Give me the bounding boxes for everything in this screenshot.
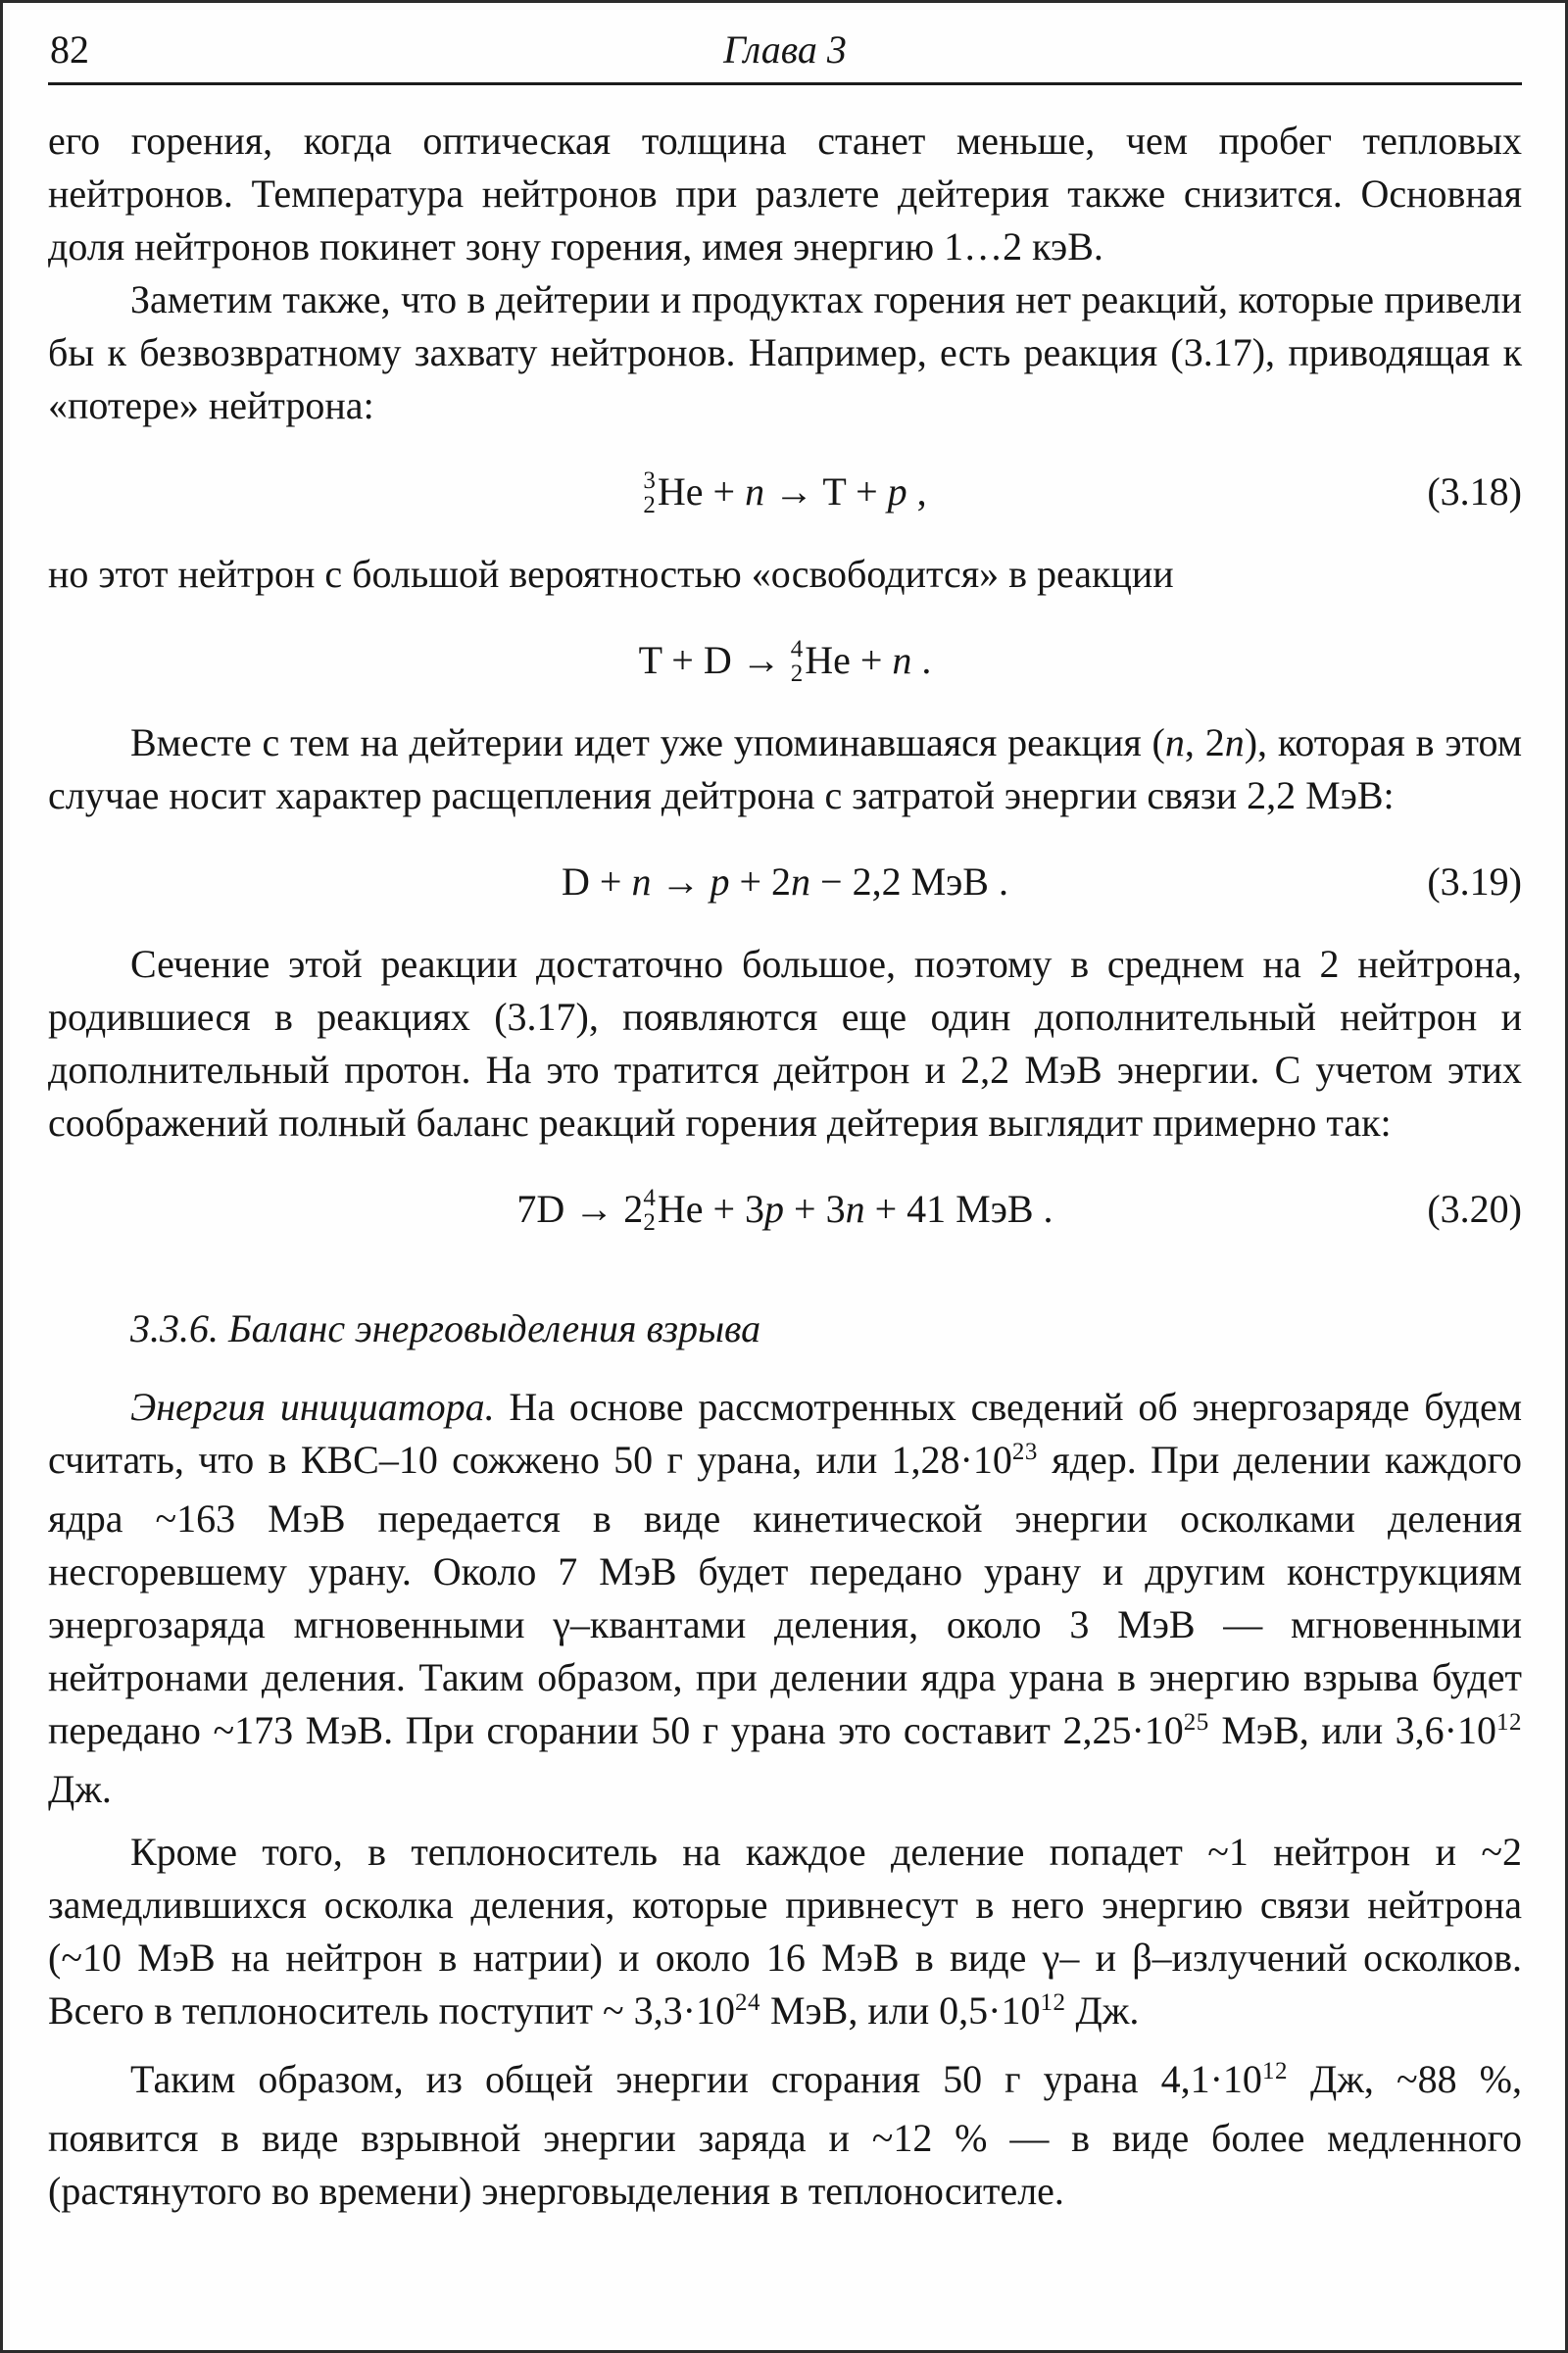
exponent: 24 <box>734 1989 760 2016</box>
subsection-heading: 3.3.6. Баланс энерговыделения взрыва <box>130 1306 761 1350</box>
equation-text: D + <box>562 859 632 904</box>
exponent: 23 <box>1011 1439 1038 1465</box>
equation-number: (3.19) <box>1427 859 1522 904</box>
equation-text: + <box>850 638 893 682</box>
paragraph-text: МэВ, или 0,5·10 <box>760 1988 1041 2033</box>
neutron-symbol: n <box>892 638 912 682</box>
paragraph-text: ), которая в этом случае носит характер расщепления дейтрона с затратой энергии связи 2,2 МэВ: <box>48 720 1523 817</box>
paragraph-lead-italic: Энергия инициатора. <box>130 1385 495 1429</box>
exponent: 12 <box>1261 2058 1288 2084</box>
exponent: 25 <box>1183 1709 1209 1736</box>
paragraph-text: Дж, ~88 %, появится в виде взрывной энергии заряда и ~12 % — в виде более медленного (растянутого во времени) энерговыделения в теплоносителе. <box>48 2057 1522 2213</box>
nuclide-scripts <box>643 468 656 517</box>
element-symbol: He <box>657 1187 704 1231</box>
paragraph-coolant-energy <box>48 1826 1522 2043</box>
paragraph-text: Таким образом, из общей энергии сгорания 50 г урана 4,1·10 <box>130 2057 1262 2101</box>
proton-symbol: p <box>764 1187 785 1231</box>
equation-formula <box>562 859 1008 904</box>
page-header <box>48 21 1522 82</box>
equation-text: . <box>911 638 932 682</box>
element-symbol: He <box>805 638 851 682</box>
equation-3-20 <box>48 1179 1522 1240</box>
mass-number: 4 <box>790 635 804 662</box>
helium-4-nuclide <box>790 635 851 687</box>
paragraph-neutron-capture: Заметим также, что в дейтерии и продуктах горения нет реакций, которые привели бы к безвозвратному захвату нейтронов. Например, есть реакция (3.17), приводящая к «потере» нейтрона: <box>48 277 1522 427</box>
helium-3-nuclide <box>643 466 704 518</box>
equation-text: + 3 <box>703 1187 765 1231</box>
charge-number: 2 <box>643 491 656 518</box>
equation-number: (3.20) <box>1427 1187 1522 1231</box>
paragraph-deuterium-balance: Сечение этой реакции достаточно большое, поэтому в среднем на 2 нейтрона, родившиеся в реакциях (3.17), появляются еще один дополнительный нейтрон и дополнительный протон. На это тратится дейтрон и 2,2 МэВ энергии. С учетом этих соображений полный баланс реакций горения дейтерия выглядит примерно так: <box>48 942 1522 1145</box>
equation-text: → T + <box>764 469 888 514</box>
neutron-symbol: n <box>631 859 652 904</box>
equation-td-fusion <box>48 630 1522 691</box>
paragraph-text: МэВ, или 3,6·10 <box>1208 1708 1496 1752</box>
charge-number: 2 <box>643 1208 656 1236</box>
equation-text: + 2 <box>729 859 792 904</box>
neutron-symbol: n <box>791 859 811 904</box>
proton-symbol: p <box>887 469 907 514</box>
helium-4-nuclide <box>643 1184 704 1236</box>
equation-3-18 <box>48 462 1522 522</box>
exponent: 12 <box>1496 1709 1522 1736</box>
neutron-symbol: n <box>845 1187 865 1231</box>
equation-formula <box>638 635 932 687</box>
neutron-symbol: n <box>1164 720 1185 764</box>
header-rule <box>48 82 1522 85</box>
equation-text: + <box>703 469 746 514</box>
exponent: 12 <box>1040 1989 1066 2016</box>
neutron-symbol: n <box>1224 720 1245 764</box>
paragraph-burning-continuation: его горения, когда оптическая толщина станет меньше, чем пробег тепловых нейтронов. Температура нейтронов при разлете дейтерия также снизится. Основная доля нейтронов покинет зону горения, имея энергию 1…2 кэВ. <box>48 119 1522 269</box>
paragraph-text: Дж. <box>48 1767 112 1811</box>
neutron-symbol: n <box>745 469 765 514</box>
equation-text: , <box>906 469 927 514</box>
mass-number: 4 <box>643 1184 656 1211</box>
paragraph-text: Кроме того, в теплоноситель на каждое деление попадет ~1 нейтрон и ~2 замедлившихся осколка деления, которые привнесут в него энергию связи нейтрона (~10 МэВ на нейтрон в натрии) и около 16 МэВ в виде γ– и β–излучений осколков. Всего в теплоноситель поступит ~ 3,3·10 <box>48 1830 1522 2033</box>
paragraph-text: Вместе с тем на дейтерии идет уже упоминавшаяся реакция ( <box>130 720 1165 764</box>
equation-text: 7D → 2 <box>516 1187 644 1231</box>
element-symbol: He <box>657 469 704 514</box>
equation-text: → <box>651 859 710 904</box>
chapter-title: Глава 3 <box>723 27 847 72</box>
mass-number: 3 <box>643 466 656 494</box>
nuclide-scripts <box>643 1186 656 1235</box>
paragraph-text: ядер. При делении каждого ядра ~163 МэВ передается в виде кинетической энергии осколками деления несгоревшему урану. Около 7 МэВ будет передано урану и другим конструкциям энергозаряда мгновенными γ–квантами деления, около 3 МэВ — мгновенными нейтронами деления. Таким образом, при делении ядра урана в энергию взрыва будет передано ~173 МэВ. При сгорании 50 г урана это составит 2,25·10 <box>48 1438 1522 1752</box>
equation-formula <box>643 466 927 518</box>
equation-formula <box>516 1184 1054 1236</box>
nuclide-scripts <box>791 637 804 686</box>
proton-symbol: p <box>710 859 730 904</box>
page-number: 82 <box>50 27 89 72</box>
paragraph-neutron-release: но этот нейтрон с большой вероятностью «освободится» в реакции <box>48 552 1174 596</box>
paragraph-text: На основе рассмотренных сведений об энергозаряде будем считать, что в КВС–10 сожжено 50 г урана, или 1,28·10 <box>48 1385 1523 1482</box>
equation-3-19 <box>48 852 1522 912</box>
equation-text: + 41 МэВ . <box>864 1187 1054 1231</box>
equation-text: T + D → <box>638 638 791 682</box>
paragraph-n2n-reaction <box>48 716 1522 822</box>
page-content <box>48 115 1522 2218</box>
paragraph-text: , 2 <box>1184 720 1225 764</box>
paragraph-text: Дж. <box>1065 1988 1140 2033</box>
paragraph-initiator-energy <box>48 1381 1522 1816</box>
charge-number: 2 <box>790 660 804 687</box>
equation-number: (3.18) <box>1427 469 1522 514</box>
paragraph-total-energy <box>48 2053 1522 2218</box>
equation-text: + 3 <box>784 1187 846 1231</box>
equation-text: − 2,2 МэВ . <box>810 859 1008 904</box>
